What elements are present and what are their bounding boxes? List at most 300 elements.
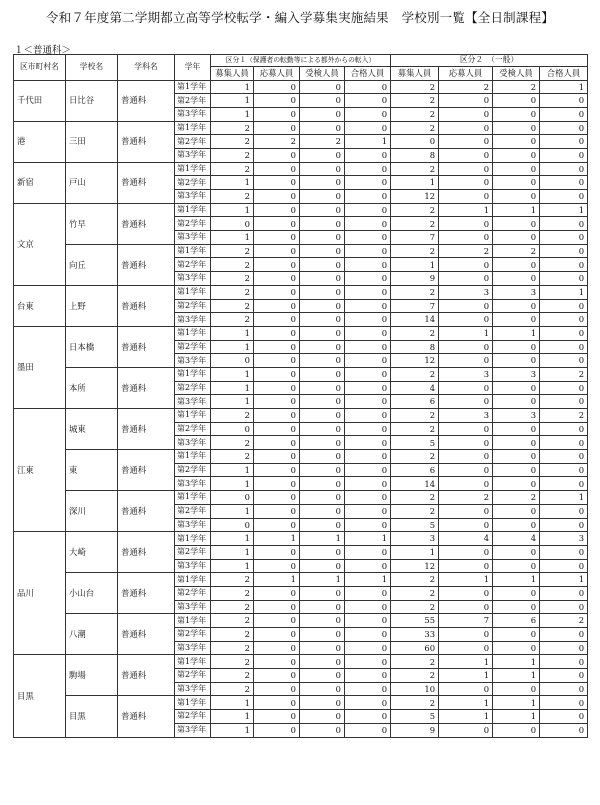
ward-cell: 文京 — [14, 203, 66, 285]
k1-value-cell: 0 — [300, 586, 345, 600]
k2-value-cell: 0 — [493, 545, 540, 559]
k2-value-cell: 0 — [540, 395, 588, 409]
k1-value-cell: 0 — [345, 682, 391, 696]
k1-value-cell: 1 — [211, 723, 254, 737]
header-row-top — [14, 55, 588, 67]
k2-value-cell: 2 — [391, 491, 439, 505]
k1-value-cell: 0 — [345, 559, 391, 573]
k1-value-cell: 0 — [254, 696, 300, 710]
k2-value-cell: 0 — [439, 217, 493, 231]
k1-value-cell: 0 — [345, 518, 391, 532]
grade-cell: 第1学年 — [175, 121, 211, 135]
k2-value-cell: 6 — [493, 614, 540, 628]
header-k2-gokaku: 合格人員 — [540, 66, 588, 80]
k2-value-cell: 2 — [391, 121, 439, 135]
k2-value-cell: 0 — [540, 94, 588, 108]
school-cell: 東 — [66, 450, 118, 491]
k2-value-cell: 0 — [540, 217, 588, 231]
k1-value-cell: 0 — [345, 710, 391, 724]
k1-value-cell: 0 — [254, 641, 300, 655]
k2-value-cell: 2 — [391, 573, 439, 587]
header-department: 学科名 — [118, 55, 175, 81]
k1-value-cell: 1 — [211, 463, 254, 477]
k1-value-cell: 1 — [211, 559, 254, 573]
ward-cell: 目黒 — [14, 655, 66, 737]
k1-value-cell: 1 — [211, 395, 254, 409]
k1-value-cell: 0 — [300, 655, 345, 669]
k1-value-cell: 0 — [300, 409, 345, 423]
k1-value-cell: 0 — [300, 313, 345, 327]
k2-value-cell: 0 — [439, 148, 493, 162]
department-cell: 普通科 — [118, 614, 175, 655]
k2-value-cell: 55 — [391, 614, 439, 628]
department-cell: 普通科 — [118, 532, 175, 573]
k2-value-cell: 0 — [540, 559, 588, 573]
k1-value-cell: 0 — [254, 340, 300, 354]
k1-value-cell: 2 — [211, 450, 254, 464]
k2-value-cell: 3 — [493, 367, 540, 381]
k2-value-cell: 0 — [439, 586, 493, 600]
k1-value-cell: 0 — [345, 586, 391, 600]
header-grade: 学年 — [175, 55, 211, 81]
header-kubun1: 区分１（保護者の転勤等による都外からの転入） — [211, 55, 391, 67]
k2-value-cell: 0 — [540, 231, 588, 245]
grade-cell: 第1学年 — [175, 367, 211, 381]
k2-value-cell: 0 — [493, 135, 540, 149]
grade-cell: 第3学年 — [175, 354, 211, 368]
k1-value-cell: 0 — [300, 463, 345, 477]
k2-value-cell: 0 — [493, 340, 540, 354]
k2-value-cell: 9 — [391, 272, 439, 286]
k2-value-cell: 0 — [540, 600, 588, 614]
k1-value-cell: 0 — [254, 203, 300, 217]
grade-cell: 第3学年 — [175, 600, 211, 614]
grade-cell: 第3学年 — [175, 148, 211, 162]
k1-value-cell: 2 — [211, 258, 254, 272]
k2-value-cell: 0 — [493, 477, 540, 491]
k1-value-cell: 0 — [345, 231, 391, 245]
k1-value-cell: 0 — [211, 354, 254, 368]
k2-value-cell: 0 — [493, 436, 540, 450]
k1-value-cell: 0 — [345, 600, 391, 614]
k2-value-cell: 1 — [439, 573, 493, 587]
k1-value-cell: 0 — [254, 710, 300, 724]
k2-value-cell: 0 — [493, 313, 540, 327]
grade-cell: 第2学年 — [175, 586, 211, 600]
k2-value-cell: 0 — [439, 422, 493, 436]
k1-value-cell: 1 — [211, 231, 254, 245]
k1-value-cell: 2 — [211, 285, 254, 299]
table-row — [14, 162, 588, 176]
k2-value-cell: 0 — [493, 381, 540, 395]
k1-value-cell: 2 — [254, 135, 300, 149]
k2-value-cell: 3 — [540, 532, 588, 546]
k2-value-cell: 2 — [391, 94, 439, 108]
school-cell: 日比谷 — [66, 80, 118, 121]
k1-value-cell: 0 — [345, 477, 391, 491]
k2-value-cell: 0 — [439, 518, 493, 532]
k2-value-cell: 0 — [439, 723, 493, 737]
k2-value-cell: 1 — [540, 80, 588, 94]
school-cell: 大崎 — [66, 532, 118, 573]
k2-value-cell: 0 — [493, 190, 540, 204]
k2-value-cell: 2 — [391, 162, 439, 176]
k1-value-cell: 0 — [345, 491, 391, 505]
ward-cell: 台東 — [14, 285, 66, 326]
k2-value-cell: 0 — [540, 586, 588, 600]
table-row — [14, 450, 588, 464]
k2-value-cell: 6 — [391, 463, 439, 477]
k1-value-cell: 0 — [300, 326, 345, 340]
k2-value-cell: 6 — [391, 395, 439, 409]
header-k1-boshu: 募集人員 — [211, 66, 254, 80]
k2-value-cell: 2 — [391, 367, 439, 381]
header-school: 学校名 — [66, 55, 118, 81]
k1-value-cell: 0 — [254, 285, 300, 299]
header-k1-juken: 受検人員 — [300, 66, 345, 80]
k1-value-cell: 0 — [345, 367, 391, 381]
k2-value-cell: 0 — [540, 381, 588, 395]
k2-value-cell: 0 — [540, 135, 588, 149]
k2-value-cell: 0 — [493, 559, 540, 573]
k2-value-cell: 2 — [493, 244, 540, 258]
k2-value-cell: 0 — [493, 121, 540, 135]
school-cell: 日本橋 — [66, 326, 118, 367]
k2-value-cell: 2 — [439, 80, 493, 94]
school-cell: 小山台 — [66, 573, 118, 614]
k2-value-cell: 2 — [493, 491, 540, 505]
grade-cell: 第2学年 — [175, 463, 211, 477]
grade-cell: 第2学年 — [175, 669, 211, 683]
table-row — [14, 614, 588, 628]
k2-value-cell: 0 — [493, 628, 540, 642]
grade-cell: 第2学年 — [175, 628, 211, 642]
k2-value-cell: 0 — [540, 477, 588, 491]
k1-value-cell: 2 — [211, 135, 254, 149]
k2-value-cell: 0 — [439, 628, 493, 642]
k1-value-cell: 0 — [300, 504, 345, 518]
k2-value-cell: 0 — [493, 148, 540, 162]
k1-value-cell: 0 — [300, 272, 345, 286]
k1-value-cell: 0 — [300, 477, 345, 491]
k2-value-cell: 0 — [540, 463, 588, 477]
k1-value-cell: 0 — [300, 614, 345, 628]
k1-value-cell: 0 — [300, 450, 345, 464]
k1-value-cell: 0 — [254, 190, 300, 204]
k2-value-cell: 0 — [540, 422, 588, 436]
k1-value-cell: 0 — [254, 723, 300, 737]
k2-value-cell: 1 — [439, 669, 493, 683]
k2-value-cell: 5 — [391, 436, 439, 450]
k1-value-cell: 0 — [254, 504, 300, 518]
header-k2-boshu: 募集人員 — [391, 66, 439, 80]
k1-value-cell: 0 — [254, 477, 300, 491]
k1-value-cell: 0 — [300, 80, 345, 94]
k2-value-cell: 8 — [391, 340, 439, 354]
k1-value-cell: 2 — [211, 586, 254, 600]
k2-value-cell: 0 — [540, 504, 588, 518]
results-body — [14, 80, 588, 737]
k2-value-cell: 1 — [493, 655, 540, 669]
grade-cell: 第2学年 — [175, 217, 211, 231]
k2-value-cell: 2 — [391, 655, 439, 669]
k1-value-cell: 1 — [211, 203, 254, 217]
k1-value-cell: 0 — [300, 203, 345, 217]
k1-value-cell: 0 — [254, 80, 300, 94]
k1-value-cell: 0 — [345, 641, 391, 655]
k1-value-cell: 0 — [254, 463, 300, 477]
k1-value-cell: 0 — [300, 162, 345, 176]
k1-value-cell: 1 — [254, 573, 300, 587]
table-row — [14, 80, 588, 94]
section-label: １＜普通科＞ — [14, 45, 72, 56]
grade-cell: 第2学年 — [175, 545, 211, 559]
grade-cell: 第2学年 — [175, 340, 211, 354]
k1-value-cell: 1 — [211, 107, 254, 121]
k2-value-cell: 0 — [493, 299, 540, 313]
k1-value-cell: 0 — [300, 381, 345, 395]
grade-cell: 第1学年 — [175, 573, 211, 587]
department-cell: 普通科 — [118, 696, 175, 737]
grade-cell: 第2学年 — [175, 258, 211, 272]
k1-value-cell: 2 — [211, 313, 254, 327]
k2-value-cell: 3 — [493, 285, 540, 299]
k2-value-cell: 2 — [540, 409, 588, 423]
k1-value-cell: 2 — [211, 600, 254, 614]
k2-value-cell: 2 — [391, 244, 439, 258]
k2-value-cell: 1 — [439, 203, 493, 217]
k1-value-cell: 1 — [211, 80, 254, 94]
k2-value-cell: 0 — [493, 450, 540, 464]
k1-value-cell: 0 — [345, 244, 391, 258]
table-row — [14, 655, 588, 669]
k1-value-cell: 0 — [254, 326, 300, 340]
k2-value-cell: 0 — [439, 559, 493, 573]
k2-value-cell: 0 — [493, 231, 540, 245]
school-cell: 深川 — [66, 491, 118, 532]
grade-cell: 第1学年 — [175, 162, 211, 176]
k1-value-cell: 1 — [254, 532, 300, 546]
table-row — [14, 573, 588, 587]
k2-value-cell: 0 — [439, 340, 493, 354]
k2-value-cell: 0 — [439, 395, 493, 409]
k1-value-cell: 0 — [345, 504, 391, 518]
k2-value-cell: 0 — [439, 641, 493, 655]
k1-value-cell: 0 — [300, 491, 345, 505]
k2-value-cell: 0 — [540, 628, 588, 642]
k2-value-cell: 2 — [391, 504, 439, 518]
k2-value-cell: 0 — [439, 258, 493, 272]
department-cell: 普通科 — [118, 450, 175, 491]
k1-value-cell: 0 — [254, 586, 300, 600]
k2-value-cell: 0 — [493, 682, 540, 696]
k2-value-cell: 0 — [439, 135, 493, 149]
school-cell: 城東 — [66, 409, 118, 450]
k2-value-cell: 0 — [493, 518, 540, 532]
k2-value-cell: 0 — [439, 504, 493, 518]
k2-value-cell: 0 — [540, 545, 588, 559]
department-cell: 普通科 — [118, 655, 175, 696]
grade-cell: 第1学年 — [175, 326, 211, 340]
k1-value-cell: 0 — [300, 176, 345, 190]
k2-value-cell: 2 — [493, 80, 540, 94]
k1-value-cell: 0 — [211, 217, 254, 231]
ward-cell: 新宿 — [14, 162, 66, 203]
k1-value-cell: 0 — [254, 409, 300, 423]
k1-value-cell: 0 — [300, 340, 345, 354]
k2-value-cell: 0 — [540, 340, 588, 354]
k1-value-cell: 1 — [211, 367, 254, 381]
k2-value-cell: 0 — [439, 682, 493, 696]
grade-cell: 第1学年 — [175, 696, 211, 710]
k2-value-cell: 1 — [439, 655, 493, 669]
grade-cell: 第3学年 — [175, 723, 211, 737]
k1-value-cell: 0 — [254, 313, 300, 327]
school-cell: 向丘 — [66, 244, 118, 285]
k1-value-cell: 0 — [345, 217, 391, 231]
k2-value-cell: 0 — [540, 258, 588, 272]
k1-value-cell: 0 — [345, 299, 391, 313]
k1-value-cell: 0 — [254, 367, 300, 381]
k2-value-cell: 0 — [540, 723, 588, 737]
k2-value-cell: 1 — [493, 326, 540, 340]
k1-value-cell: 0 — [254, 436, 300, 450]
k1-value-cell: 0 — [300, 545, 345, 559]
grade-cell: 第3学年 — [175, 518, 211, 532]
k2-value-cell: 0 — [493, 107, 540, 121]
k1-value-cell: 0 — [254, 162, 300, 176]
k2-value-cell: 1 — [439, 326, 493, 340]
k1-value-cell: 0 — [300, 696, 345, 710]
grade-cell: 第1学年 — [175, 409, 211, 423]
k1-value-cell: 0 — [345, 285, 391, 299]
k2-value-cell: 4 — [391, 381, 439, 395]
k1-value-cell: 0 — [345, 436, 391, 450]
k1-value-cell: 2 — [211, 121, 254, 135]
ward-cell: 江東 — [14, 409, 66, 532]
grade-cell: 第3学年 — [175, 641, 211, 655]
k1-value-cell: 1 — [211, 326, 254, 340]
k2-value-cell: 0 — [540, 299, 588, 313]
grade-cell: 第2学年 — [175, 94, 211, 108]
k1-value-cell: 0 — [300, 258, 345, 272]
grade-cell: 第1学年 — [175, 80, 211, 94]
k1-value-cell: 0 — [300, 723, 345, 737]
table-row — [14, 367, 588, 381]
header-ward: 区市町村名 — [14, 55, 66, 81]
k1-value-cell: 0 — [211, 491, 254, 505]
k2-value-cell: 0 — [493, 504, 540, 518]
k2-value-cell: 0 — [439, 463, 493, 477]
k1-value-cell: 1 — [211, 545, 254, 559]
k2-value-cell: 0 — [540, 641, 588, 655]
k1-value-cell: 0 — [254, 545, 300, 559]
k1-value-cell: 0 — [300, 518, 345, 532]
document-title: 令和７年度第二学期都立高等学校転学・編入学募集実施結果 学校別一覧【全日制課程】 — [45, 10, 554, 25]
k2-value-cell: 0 — [540, 696, 588, 710]
table-row — [14, 409, 588, 423]
k1-value-cell: 2 — [211, 641, 254, 655]
k1-value-cell: 0 — [300, 299, 345, 313]
k1-value-cell: 0 — [254, 176, 300, 190]
table-row — [14, 326, 588, 340]
k1-value-cell: 1 — [211, 696, 254, 710]
k2-value-cell: 2 — [391, 285, 439, 299]
k2-value-cell: 0 — [493, 258, 540, 272]
k2-value-cell: 0 — [493, 217, 540, 231]
results-table — [13, 54, 588, 738]
k2-value-cell: 9 — [391, 723, 439, 737]
table-row — [14, 696, 588, 710]
k1-value-cell: 0 — [300, 669, 345, 683]
k1-value-cell: 1 — [300, 532, 345, 546]
school-cell: 竹早 — [66, 203, 118, 244]
k1-value-cell: 0 — [254, 107, 300, 121]
k2-value-cell: 1 — [493, 696, 540, 710]
k2-value-cell: 3 — [439, 367, 493, 381]
table-row — [14, 285, 588, 299]
k1-value-cell: 2 — [211, 614, 254, 628]
k2-value-cell: 0 — [493, 422, 540, 436]
k1-value-cell: 0 — [345, 723, 391, 737]
grade-cell: 第2学年 — [175, 135, 211, 149]
k1-value-cell: 0 — [300, 710, 345, 724]
k1-value-cell: 0 — [254, 354, 300, 368]
table-row — [14, 203, 588, 217]
k2-value-cell: 0 — [439, 313, 493, 327]
k2-value-cell: 2 — [391, 669, 439, 683]
ward-cell: 墨田 — [14, 326, 66, 408]
grade-cell: 第1学年 — [175, 203, 211, 217]
k2-value-cell: 2 — [391, 450, 439, 464]
k1-value-cell: 0 — [345, 614, 391, 628]
ward-cell: 品川 — [14, 532, 66, 655]
k2-value-cell: 12 — [391, 559, 439, 573]
department-cell: 普通科 — [118, 162, 175, 203]
k2-value-cell: 0 — [439, 272, 493, 286]
k1-value-cell: 0 — [300, 231, 345, 245]
k1-value-cell: 2 — [300, 135, 345, 149]
k1-value-cell: 0 — [345, 313, 391, 327]
k2-value-cell: 0 — [493, 94, 540, 108]
k2-value-cell: 2 — [391, 107, 439, 121]
header-k1-obo: 応募人員 — [254, 66, 300, 80]
k2-value-cell: 1 — [439, 696, 493, 710]
k1-value-cell: 0 — [211, 518, 254, 532]
header-kubun2: 区分２ （一般） — [391, 55, 588, 67]
k2-value-cell: 0 — [439, 381, 493, 395]
k1-value-cell: 0 — [254, 559, 300, 573]
k1-value-cell: 0 — [254, 491, 300, 505]
k1-value-cell: 0 — [345, 203, 391, 217]
k1-value-cell: 0 — [254, 94, 300, 108]
k2-value-cell: 3 — [439, 285, 493, 299]
k1-value-cell: 0 — [254, 682, 300, 696]
k1-value-cell: 2 — [211, 628, 254, 642]
k2-value-cell: 60 — [391, 641, 439, 655]
k1-value-cell: 0 — [300, 94, 345, 108]
k1-value-cell: 0 — [345, 94, 391, 108]
grade-cell: 第3学年 — [175, 682, 211, 696]
header-k1-gokaku: 合格人員 — [345, 66, 391, 80]
grade-cell: 第2学年 — [175, 710, 211, 724]
k2-value-cell: 2 — [391, 696, 439, 710]
school-cell: 三田 — [66, 121, 118, 162]
k2-value-cell: 2 — [439, 491, 493, 505]
k1-value-cell: 1 — [211, 532, 254, 546]
k1-value-cell: 0 — [345, 655, 391, 669]
k2-value-cell: 0 — [540, 272, 588, 286]
